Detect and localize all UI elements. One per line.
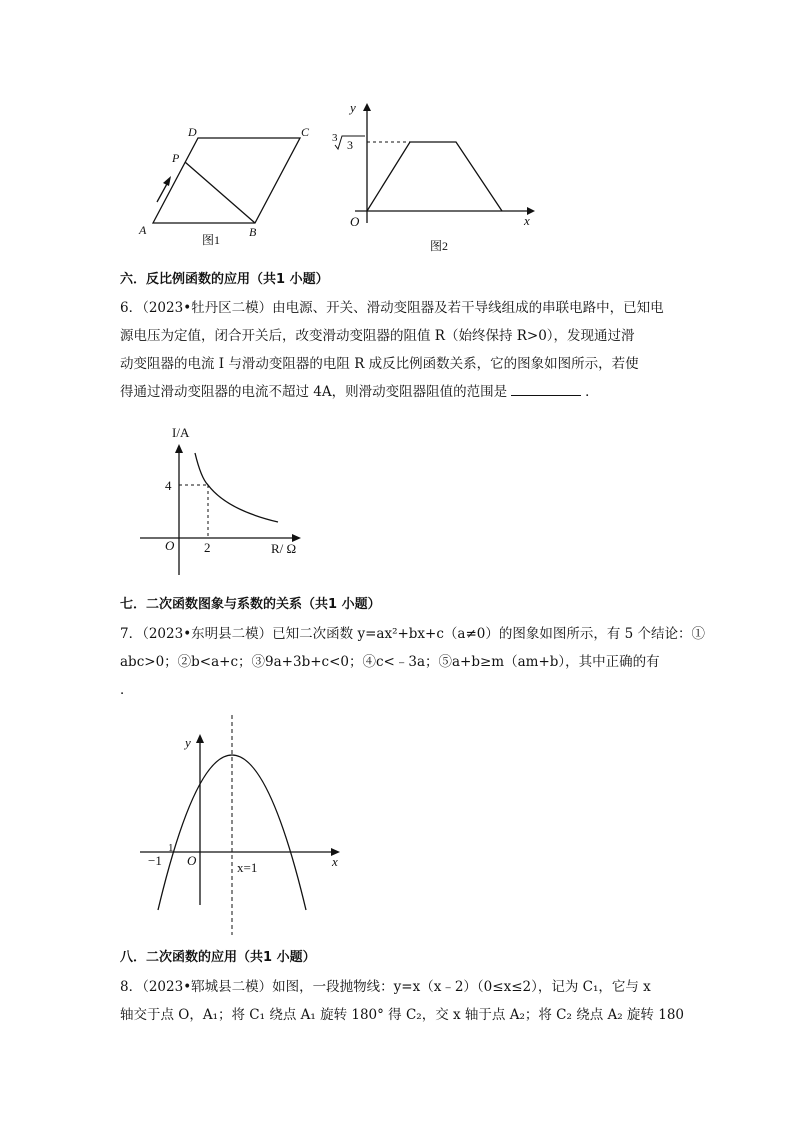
q8-source: （2023•郓城县二模） xyxy=(142,979,273,995)
q6-end: ． xyxy=(585,384,599,400)
label-d: D xyxy=(188,125,197,139)
segment-pb xyxy=(185,162,255,223)
figure-rhombus xyxy=(130,120,320,250)
inverse-curve xyxy=(195,453,278,522)
question-6 xyxy=(120,294,680,406)
q7-source: （2023•东明县二模） xyxy=(142,626,273,642)
label-a: A xyxy=(139,223,147,237)
label-b: B xyxy=(249,225,257,239)
q8-line1 xyxy=(120,973,680,1001)
q8-number: 8． xyxy=(120,979,143,995)
q7-line2: abc>0；②b<a+c；③9a+3b+c<0；④c<﹣3a；⑤a+b≥m（am+b），其中正确的有 xyxy=(120,654,660,670)
section-heading-seven: 七．二次函数图象与系数的关系（共1 小题） xyxy=(120,597,381,612)
q6-number: 6． xyxy=(120,300,143,316)
q8-text-1: 如图，一段抛物线：y=x（x﹣2）（0≤x≤2），记为 C₁，它与 x xyxy=(272,979,651,995)
q6-line2: 源电压为定值，闭合开关后，改变滑动变阻器的阻值 R（始终保持 R>0），发现通过滑 xyxy=(120,328,635,344)
y-axis-arrow xyxy=(196,734,204,743)
q6-line3: 动变阻器的电流 I 与滑动变阻器的电阻 R 成反比例函数关系，它的图象如图所示，若使 xyxy=(120,356,639,372)
neg-one-label: −1 xyxy=(148,853,162,868)
x-axis-label: x xyxy=(332,854,338,869)
caption-fig1: 图1 xyxy=(202,233,221,247)
y-axis-arrow xyxy=(175,444,183,453)
q6-line4 xyxy=(120,378,680,406)
x-axis-label: x xyxy=(524,213,530,228)
q7-text-1: 已知二次函数 y=ax²+bx+c（a≠0）的图象如图所示，有 5 个结论：① xyxy=(272,626,706,642)
section-heading-eight: 八．二次函数的应用（共1 小题） xyxy=(120,950,316,965)
section-heading-six: 六．反比例函数的应用（共1 小题） xyxy=(120,272,329,287)
label-c: C xyxy=(301,125,310,139)
question-8 xyxy=(120,973,684,1029)
y-tick-inner: 3 xyxy=(347,138,353,152)
question-7 xyxy=(120,620,706,704)
y-axis-label: I/A xyxy=(172,425,190,440)
y-axis-arrow xyxy=(363,103,371,111)
caption-fig2: 图2 xyxy=(430,239,449,253)
figure-inverse-graph xyxy=(135,420,315,580)
y-axis-label: y xyxy=(185,735,191,750)
y-tick-4: 4 xyxy=(165,478,172,493)
y-axis-label: y xyxy=(350,100,356,115)
origin-label: O xyxy=(187,853,197,868)
trapezoid-curve xyxy=(367,142,502,211)
q6-line1 xyxy=(120,294,680,322)
q8-line2: 轴交于点 O，A₁；将 C₁ 绕点 A₁ 旋转 180° 得 C₂，交 x 轴于点 A₂；将 C₂ 绕点 A₂ 旋转 180 xyxy=(120,1007,684,1023)
x-axis-label: R/ Ω xyxy=(271,541,297,556)
axis-x-eq-1: x=1 xyxy=(237,860,258,875)
q7-line1 xyxy=(120,620,706,648)
y-tick-outer: 3 xyxy=(332,132,338,144)
figure-parabola-graph xyxy=(135,710,350,940)
origin-label: O xyxy=(165,538,175,553)
q7-line3: ． xyxy=(120,682,134,698)
q6-text-4: 得通过滑动变阻器的电流不超过 4A，则滑动变阻器阻值的范围是 xyxy=(120,384,508,400)
q7-number: 7． xyxy=(120,626,143,642)
figure-trapezoid-graph xyxy=(325,98,545,258)
origin-label: O xyxy=(350,214,360,229)
q6-answer-blank[interactable] xyxy=(511,383,581,396)
label-p: P xyxy=(172,151,180,165)
one-label: 1 xyxy=(168,842,174,854)
q6-text-1: 由电源、开关、滑动变阻器及若干导线组成的串联电路中，已知电 xyxy=(272,300,664,316)
arrow-head xyxy=(163,176,171,186)
q6-source: （2023•牡丹区二模） xyxy=(142,300,273,316)
x-tick-2: 2 xyxy=(204,540,211,555)
